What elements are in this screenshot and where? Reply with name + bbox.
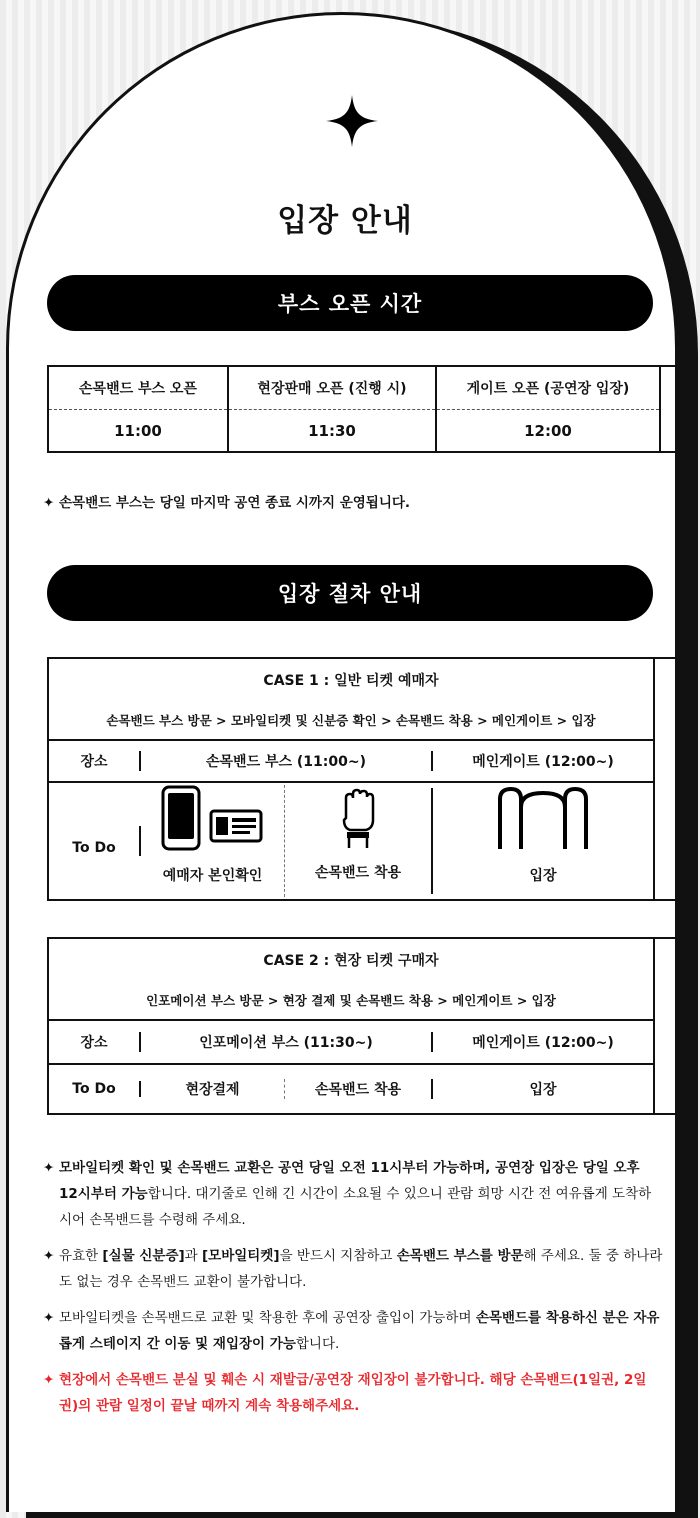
booth-label: 손목밴드 부스 (11:00~) — [141, 751, 433, 771]
arch-card — [6, 12, 678, 1512]
step-identity-check — [141, 785, 285, 897]
step-wristband: 손목밴드 착용 — [285, 1079, 433, 1099]
bullet-star-icon: ✦ — [43, 1372, 55, 1388]
booth-col-label: 게이트 오픈 (공연장 입장) — [437, 367, 659, 410]
wristband-hand-icon — [338, 788, 378, 848]
bullet-star-icon: ✦ — [43, 495, 60, 511]
place-label: 장소 — [49, 751, 141, 771]
case2-header-row — [49, 1021, 653, 1065]
booth-col-wristband — [49, 367, 229, 451]
case1-flow: 손목밴드 부스 방문 > 모바일티켓 및 신분증 확인 > 손목밴드 착용 > 메인게이트 > 입장 — [49, 701, 653, 741]
notes-list — [43, 1155, 663, 1429]
step-label: 입장 — [529, 868, 557, 884]
booth-col-label: 현장판매 오픈 (진행 시) — [229, 367, 435, 410]
page-title: 입장 안내 — [277, 203, 413, 239]
booth-col-time: 11:30 — [308, 421, 356, 440]
case1-header-row — [49, 741, 653, 783]
booth-col-gate — [437, 367, 661, 451]
step-label: 손목밴드 착용 — [314, 865, 402, 881]
step-enter: 입장 — [529, 1082, 557, 1098]
step-label: 예매자 본인확인 — [162, 868, 263, 884]
note-item: ✦ 모바일티켓을 손목밴드로 교환 및 착용한 후에 공연장 출입이 가능하며 손목밴드를 착용하신 분은 자유롭게 스테이지 간 이동 및 재입장이 가능합니다. — [43, 1305, 663, 1357]
booth-col-time: 11:00 — [114, 421, 162, 440]
step-wristband — [285, 788, 433, 894]
note-item: ✦ 모바일티켓 확인 및 손목밴드 교환은 공연 당일 오전 11시부터 가능하며, 공연장 입장은 당일 오후 12시부터 가능합니다. 대기줄로 인해 긴 시간이 소요될 수 있으니 관람 희망 시간 전 여유롭게 도착하시어 손목밴드를 수령해 주세요. — [43, 1155, 663, 1233]
procedure-section-heading: 입장 절차 안내 — [47, 565, 653, 621]
case2-flow: 인포메이션 부스 방문 > 현장 결제 및 손목밴드 착용 > 메인게이트 > 입장 — [49, 981, 653, 1021]
step-payment: 현장결제 — [141, 1079, 285, 1099]
todo-label: To Do — [49, 1081, 141, 1097]
bullet-star-icon: ✦ — [43, 1160, 55, 1176]
sparkle-star-icon — [326, 95, 378, 147]
case2-title: CASE 2 : 현장 티켓 구매자 — [263, 953, 439, 969]
gate-arch-icon — [497, 785, 589, 851]
gate-label: 메인게이트 (12:00~) — [472, 754, 614, 770]
booth-col-time: 12:00 — [524, 421, 572, 440]
bullet-star-icon: ✦ — [43, 1310, 55, 1326]
booth-section-heading: 부스 오픈 시간 — [47, 275, 653, 331]
case2-table — [47, 937, 678, 1115]
booth-time-table — [47, 365, 678, 453]
note-item: ✦ 유효한 [실물 신분증]과 [모바일티켓]을 반드시 지참하고 손목밴드 부스를 방문해 주세요. 둘 중 하나라도 없는 경우 손목밴드 교환이 불가합니다. — [43, 1243, 663, 1295]
gate-label: 메인게이트 (12:00~) — [472, 1035, 614, 1051]
booth-col-label: 손목밴드 부스 오픈 — [49, 367, 227, 410]
booth-note: ✦ 손목밴드 부스는 당일 마지막 공연 종료 시까지 운영됩니다. — [43, 495, 411, 511]
step-enter — [433, 785, 653, 897]
case1-title: CASE 1 : 일반 티켓 예매자 — [263, 673, 439, 689]
case2-todo-row — [49, 1065, 653, 1113]
place-label: 장소 — [49, 1032, 141, 1052]
todo-label: To Do — [49, 826, 141, 856]
phone-id-icon — [161, 785, 265, 851]
booth-label: 인포메이션 부스 (11:30~) — [141, 1032, 433, 1052]
bullet-star-icon: ✦ — [43, 1248, 55, 1264]
booth-col-onsite — [229, 367, 437, 451]
note-item-warning: ✦ 현장에서 손목밴드 분실 및 훼손 시 재발급/공연장 재입장이 불가합니다. 해당 손목밴드(1일권, 2일권)의 관람 일정이 끝날 때까지 계속 착용해주세요. — [43, 1367, 663, 1419]
case1-table — [47, 657, 678, 901]
case1-todo-row — [49, 783, 653, 899]
